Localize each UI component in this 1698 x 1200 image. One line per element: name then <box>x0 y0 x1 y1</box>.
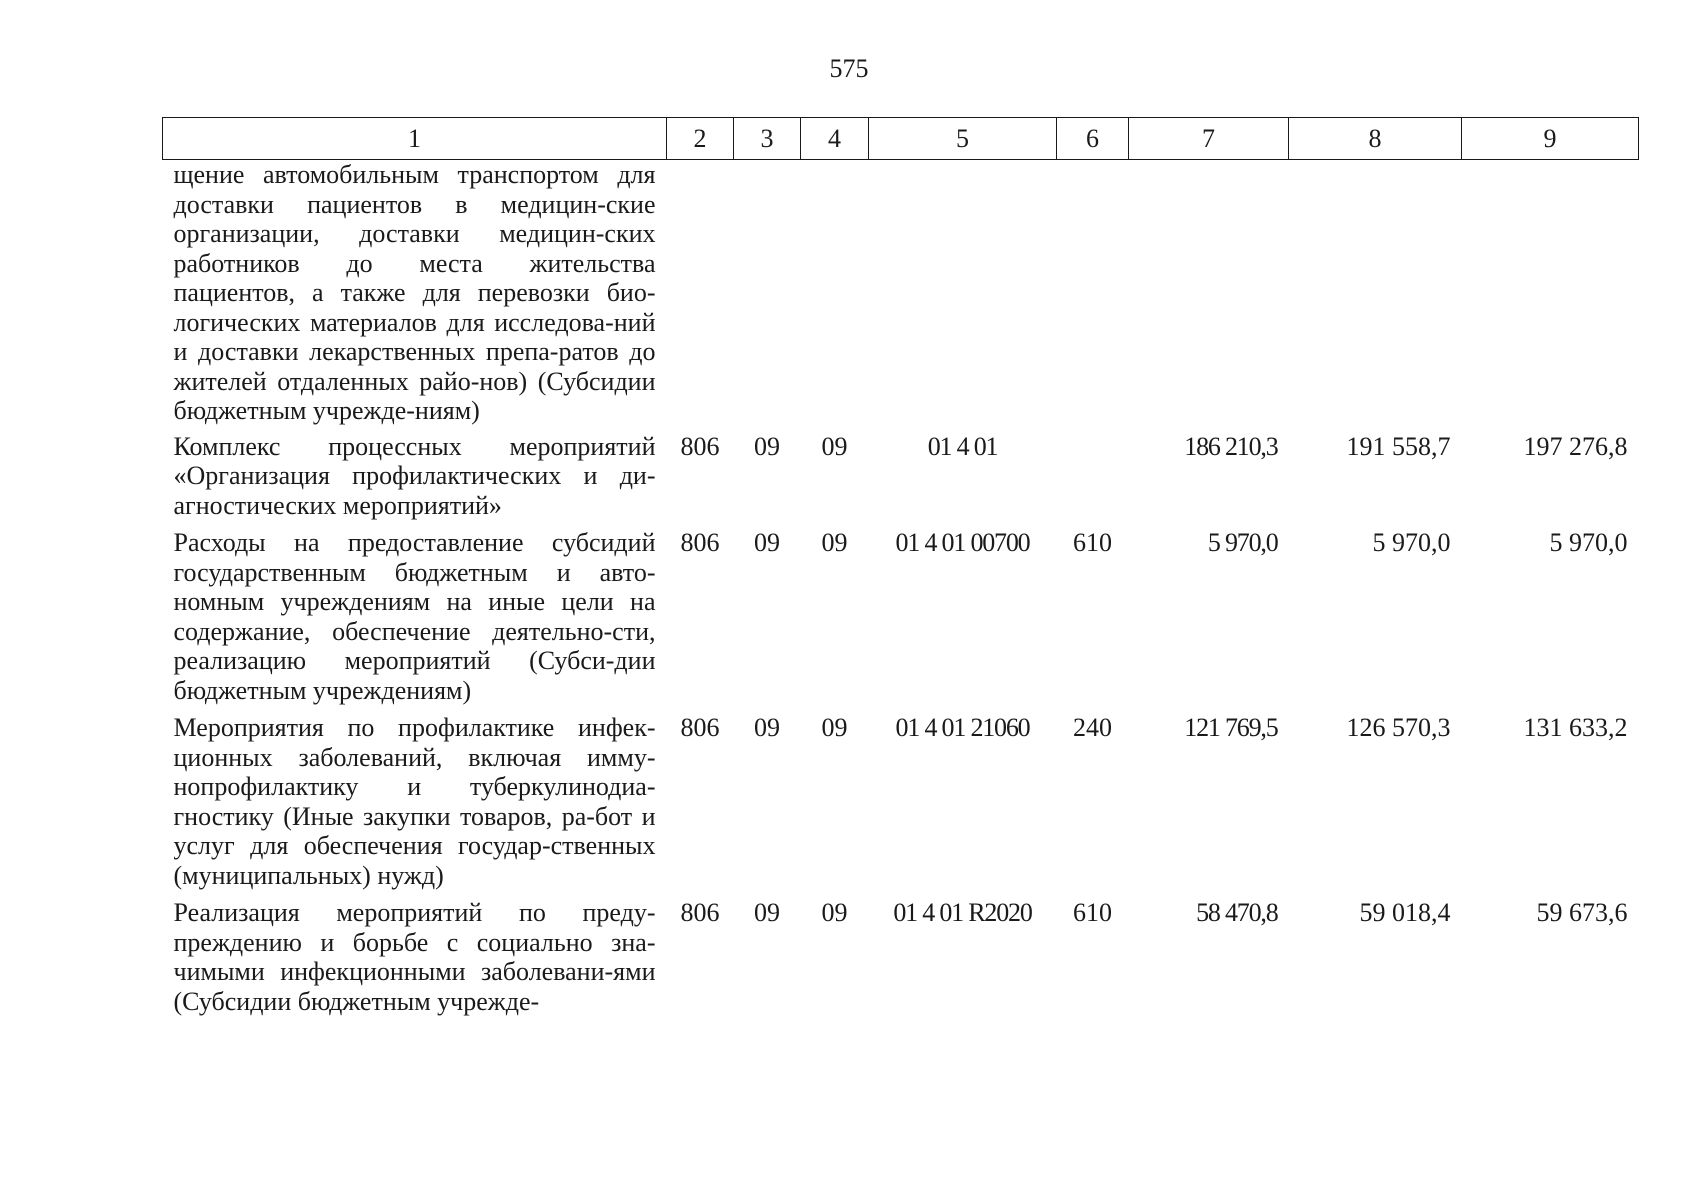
header-col-8: 8 <box>1289 118 1462 160</box>
cell-expense-type <box>1057 432 1129 529</box>
header-col-9: 9 <box>1462 118 1639 160</box>
cell-amount-year-3 <box>1462 160 1639 432</box>
row-description: Реализация мероприятий по преду-преждению и борьбе с социально зна-чимыми инфекционными заболевани-ями (Субсидии бюджетным учрежде- <box>173 898 656 1016</box>
cell-ministry-code: 806 <box>680 713 720 742</box>
cell-amount-year-1: 5 970,0 <box>1207 528 1278 557</box>
cell-amount-year-3: 197 276,8 <box>1523 431 1628 461</box>
cell-ministry-code: 806 <box>680 431 720 461</box>
cell-amount-year-2 <box>1289 160 1462 432</box>
cell-section: 09 <box>754 713 780 742</box>
header-col-1: 1 <box>163 118 667 160</box>
cell-target-article: 01 4 01 R2020 <box>893 898 1032 927</box>
header-col-2: 2 <box>667 118 734 160</box>
row-description: Комплекс процессных мероприятий «Организация профилактических и ди-агностических мероприятий» <box>173 431 656 520</box>
header-col-7: 7 <box>1129 118 1289 160</box>
row-description: Расходы на предоставление субсидий государственным бюджетным и авто-номным учреждениям на иные цели на содержание, обеспечение деятельно-сти, реализацию мероприятий (Субси-дии бюджетным учреждениям) <box>173 528 656 705</box>
cell-target-article <box>869 160 1057 432</box>
cell-subsection: 09 <box>821 713 848 742</box>
cell-amount-year-3: 5 970,0 <box>1549 528 1628 557</box>
cell-target-article: 01 4 01 <box>927 431 998 461</box>
cell-amount-year-2: 59 018,4 <box>1359 898 1451 927</box>
cell-expense-type: 610 <box>1073 528 1112 557</box>
cell-amount-year-1: 58 470,8 <box>1196 898 1278 927</box>
cell-ministry-code: 806 <box>680 528 720 557</box>
cell-expense-type: 610 <box>1073 898 1112 927</box>
header-row <box>163 118 1639 160</box>
cell-expense-type: 240 <box>1073 713 1112 742</box>
cell-amount-year-2: 126 570,3 <box>1346 713 1451 742</box>
cell-amount-year-1 <box>1129 160 1289 432</box>
cell-amount-year-3: 59 673,6 <box>1536 898 1628 927</box>
table-row <box>163 432 1639 529</box>
table-row <box>163 528 1639 713</box>
budget-table <box>162 117 1639 1024</box>
table-row <box>163 898 1639 1024</box>
cell-amount-year-2: 5 970,0 <box>1372 528 1451 557</box>
cell-subsection: 09 <box>821 528 848 557</box>
header-col-6: 6 <box>1057 118 1129 160</box>
header-col-3: 3 <box>734 118 801 160</box>
row-description: Мероприятия по профилактике инфек-ционных заболеваний, включая имму-нопрофилактику и туберкулинодиа-гностику (Иные закупки товаров, ра-бот и услуг для обеспечения государ-ственных (муниципальных) нужд) <box>173 713 656 890</box>
row-description: щение автомобильным транспортом для доставки пациентов в медицин-ские организации, доставки медицин-ских работников до места жительства пациентов, а также для перевозки био-логических материалов для исследова-ний и доставки лекарственных препа-ратов до жителей отдаленных райо-нов) (Субсидии бюджетным учрежде-ниям) <box>173 160 656 425</box>
cell-amount-year-1: 186 210,3 <box>1184 431 1278 461</box>
cell-target-article: 01 4 01 00700 <box>895 528 1030 557</box>
cell-amount-year-3: 131 633,2 <box>1523 713 1628 742</box>
cell-amount-year-2: 191 558,7 <box>1346 431 1451 461</box>
table-row <box>163 160 1639 432</box>
cell-section <box>734 160 801 432</box>
table-row <box>163 713 1639 898</box>
cell-amount-year-1: 121 769,5 <box>1184 713 1278 742</box>
cell-section: 09 <box>754 898 780 927</box>
page-number: 575 <box>829 54 869 83</box>
cell-expense-type <box>1057 160 1129 432</box>
cell-section: 09 <box>754 528 780 557</box>
cell-subsection: 09 <box>821 431 848 461</box>
cell-ministry-code: 806 <box>680 898 720 927</box>
cell-subsection <box>801 160 869 432</box>
header-col-4: 4 <box>801 118 869 160</box>
cell-section: 09 <box>754 431 780 461</box>
header-col-5: 5 <box>869 118 1057 160</box>
cell-target-article: 01 4 01 21060 <box>895 713 1030 742</box>
cell-ministry-code <box>667 160 734 432</box>
cell-subsection: 09 <box>821 898 848 927</box>
